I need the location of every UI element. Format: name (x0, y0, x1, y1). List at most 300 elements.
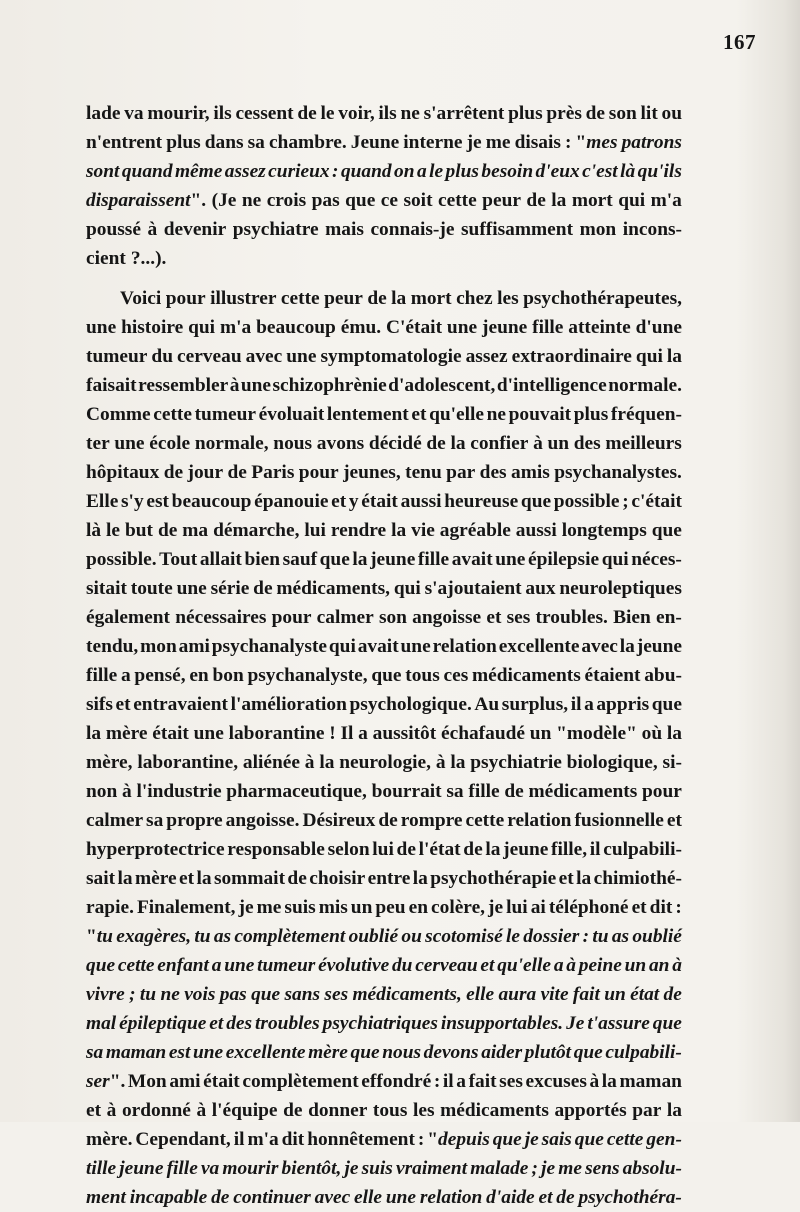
word: excellente (498, 636, 580, 657)
word: Au (474, 694, 500, 715)
word: que (651, 694, 682, 715)
word: peine (578, 955, 622, 976)
word: hôpitaux (86, 462, 160, 483)
word: a (584, 694, 594, 715)
word: lui (506, 897, 528, 918)
word: m'a (247, 1129, 279, 1150)
word: apportés (554, 1100, 627, 1121)
word: et (86, 1100, 102, 1121)
word: les (497, 288, 519, 309)
word: calmer (316, 607, 374, 628)
word: : (417, 1129, 425, 1150)
word: que (345, 190, 376, 211)
word: suis (361, 1158, 393, 1179)
word: "mes (575, 132, 618, 153)
word: selon (327, 839, 370, 860)
word: Tout (159, 549, 198, 570)
word: une (114, 433, 145, 454)
word: de (297, 103, 317, 124)
text-line (86, 748, 682, 777)
word: rapie. (86, 897, 134, 918)
word: enfant (157, 955, 209, 976)
word: et (480, 955, 495, 976)
word: le (320, 103, 335, 124)
word: voir, (338, 103, 375, 124)
word: en (408, 897, 428, 918)
word: mère, (86, 752, 133, 773)
word: une (86, 317, 117, 338)
word: à (229, 375, 240, 396)
word: plus (445, 161, 479, 182)
word: suffisamment (461, 219, 574, 240)
word: mort (571, 190, 613, 211)
word: : (582, 926, 590, 947)
word: la (601, 1071, 617, 1092)
word: s'ajoutaient (424, 578, 522, 599)
word: jeune (482, 317, 528, 338)
word: a (416, 161, 427, 182)
word: Elle (86, 491, 119, 512)
word: cette (437, 190, 477, 211)
word: que (574, 1129, 604, 1150)
word: un (350, 897, 373, 918)
word: a (456, 1071, 466, 1092)
word: ai (530, 897, 546, 918)
word: était (361, 491, 398, 512)
word: as (611, 926, 630, 947)
word: que (350, 1042, 380, 1063)
word: propre (166, 810, 223, 831)
word: effondré (361, 1071, 432, 1092)
word: (Je (211, 190, 237, 211)
word: vite (540, 984, 569, 1005)
word: ou (661, 103, 682, 124)
word: laborantine (228, 723, 325, 744)
word: disais (514, 132, 561, 153)
word: aliénée (242, 752, 300, 773)
word: relation (507, 810, 572, 831)
word: de (526, 190, 546, 211)
word: aider (481, 1042, 523, 1063)
word: psychanalyste, (247, 665, 368, 686)
word: sa (247, 132, 265, 153)
word: mère (308, 1042, 348, 1063)
word: où (641, 723, 663, 744)
word: cient (86, 248, 126, 269)
word: an (648, 955, 670, 976)
page-number: 167 (723, 30, 756, 54)
word: si- (662, 752, 682, 773)
word: atteinte (568, 317, 631, 338)
word: je (466, 132, 482, 153)
word: chambre. (268, 132, 347, 153)
text-line (86, 400, 682, 429)
word: abu- (644, 665, 682, 686)
word: lit (640, 103, 658, 124)
word: mort (410, 288, 452, 309)
word: de (504, 781, 524, 802)
word: une (192, 1042, 224, 1063)
word: ressembler (138, 375, 229, 396)
word: fait (468, 1071, 497, 1092)
word: la (551, 190, 567, 211)
word: pensé, (134, 665, 186, 686)
word: sait (86, 868, 116, 889)
word: qui (188, 317, 216, 338)
word: connais-je (370, 219, 455, 240)
word: : (433, 1071, 441, 1092)
word: médicaments, (352, 984, 462, 1005)
word: soit (403, 190, 433, 211)
word: Jeune (350, 132, 400, 153)
word: me (256, 897, 282, 918)
word: à (672, 955, 682, 976)
word: également (86, 607, 170, 628)
word: laborantine, (137, 752, 239, 773)
word: histoire (121, 317, 184, 338)
word: oublié (632, 926, 682, 947)
word: patrons (621, 132, 682, 153)
word: ter (86, 433, 110, 454)
word: a (120, 665, 131, 686)
text-line (86, 1125, 682, 1154)
word: tu (592, 926, 609, 947)
word: évolutive (318, 955, 390, 976)
word: pas (219, 984, 247, 1005)
word: un (604, 984, 626, 1005)
word: il (570, 694, 582, 715)
word: confier (470, 433, 529, 454)
word: ?...). (130, 248, 167, 269)
word: école (149, 433, 191, 454)
word: exagères, (116, 926, 192, 947)
word: dans (204, 132, 244, 153)
text-line (86, 661, 682, 690)
word: chimiothé- (593, 868, 682, 889)
word: là (620, 161, 636, 182)
word: ou (401, 926, 422, 947)
word: des (226, 1013, 253, 1034)
word: m'a (650, 190, 682, 211)
word: ce (380, 190, 398, 211)
word: tu (194, 926, 211, 947)
word: mère (105, 723, 148, 744)
word: but (124, 520, 153, 541)
word: dit (281, 1129, 305, 1150)
word: la (576, 868, 592, 889)
text-line (86, 719, 682, 748)
word: la (391, 288, 407, 309)
word: néces- (631, 549, 682, 570)
word: biologique, (566, 752, 658, 773)
word: je (541, 1158, 556, 1179)
word: je (238, 897, 254, 918)
word: insupportables. (440, 1013, 564, 1034)
word: mère. (86, 1129, 133, 1150)
word: tous (405, 665, 440, 686)
word: neurologie, (339, 752, 431, 773)
word: tille (86, 1158, 117, 1179)
word: t'assure (587, 1013, 650, 1034)
word: sa (146, 810, 164, 831)
word: incons- (622, 219, 682, 240)
word: même (174, 161, 223, 182)
word: crois (266, 190, 307, 211)
word: de (463, 839, 483, 860)
word: nous (273, 433, 313, 454)
word: sommait (213, 868, 286, 889)
word: tumeur (86, 346, 148, 367)
word: fille (532, 317, 564, 338)
text-line (86, 429, 682, 458)
word: nécessaires (175, 607, 267, 628)
word: va (124, 103, 144, 124)
word: s'y (121, 491, 144, 512)
word: aussi (400, 491, 442, 512)
word: ses (324, 984, 349, 1005)
word: série (210, 578, 250, 599)
word: angoisse (412, 607, 482, 628)
word: a (358, 723, 368, 744)
word: à (304, 752, 315, 773)
word: la (196, 868, 212, 889)
word: plutôt (524, 1042, 572, 1063)
word: évoluait (258, 404, 325, 425)
word: une (240, 375, 272, 396)
word: responsable (227, 839, 325, 860)
word: ne (400, 103, 420, 124)
word: rompre (400, 810, 463, 831)
text-line (86, 1183, 682, 1212)
word: ils (213, 103, 232, 124)
body-text (86, 99, 682, 1212)
word: fréquen- (610, 404, 682, 425)
word: Comme (86, 404, 151, 425)
word: en- (656, 607, 682, 628)
word: épilepsie (528, 549, 600, 570)
word: échafaudé (440, 723, 526, 744)
word: psychologique. (349, 694, 472, 715)
word: lade (86, 103, 121, 124)
word: lui (372, 839, 394, 860)
word: disparaissent". (86, 190, 207, 211)
word: de (556, 1187, 575, 1208)
word: psychiatrie (470, 752, 562, 773)
word: était (203, 1071, 240, 1092)
word: fusionnelle (574, 810, 664, 831)
word: fait (572, 984, 600, 1005)
word: Il (340, 723, 354, 744)
word: malade (470, 1158, 529, 1179)
word: jeune (636, 636, 682, 657)
word: cette (117, 955, 155, 976)
text-line (86, 99, 682, 128)
word: continuer (233, 1187, 311, 1208)
word: épanouie (254, 491, 329, 512)
word: il (589, 839, 601, 860)
word: va (200, 1158, 220, 1179)
word: est (168, 1042, 191, 1063)
word: cette (153, 404, 192, 425)
word: psychiatriques (322, 1013, 438, 1034)
word: elle (354, 1187, 382, 1208)
word: beaucoup (171, 491, 252, 512)
word: médicaments (528, 781, 638, 802)
word: agréable (439, 520, 511, 541)
word: devenir (163, 219, 227, 240)
text-line (86, 632, 682, 661)
word: peu (375, 897, 406, 918)
word: normale. (608, 375, 682, 396)
word: était (152, 723, 189, 744)
word: heureuse (444, 491, 519, 512)
text-line (86, 284, 682, 313)
word: tu (139, 984, 157, 1005)
word: non (86, 781, 118, 802)
word: avec (245, 346, 283, 367)
word: l'amélioration (230, 694, 347, 715)
word: culpabili- (603, 839, 682, 860)
word: symptomatologie (320, 346, 462, 367)
word: à (589, 1071, 600, 1092)
word: fille (468, 781, 500, 802)
word: interne (403, 132, 463, 153)
word: maman (619, 1071, 682, 1092)
word: un (624, 955, 647, 976)
word: lui (304, 520, 326, 541)
word: possible. (86, 549, 157, 570)
word: décidé (368, 433, 422, 454)
word: un (547, 433, 570, 454)
word: de (585, 103, 606, 124)
text-line (86, 864, 682, 893)
word: relation (432, 636, 497, 657)
word: l'industrie (136, 781, 222, 802)
word: meilleurs (605, 433, 682, 454)
word: à (196, 1100, 207, 1121)
word: bientôt, (281, 1158, 342, 1179)
word: devons (423, 1042, 479, 1063)
word: et (115, 694, 131, 715)
word: une (495, 549, 526, 570)
word: épileptique (119, 1013, 207, 1034)
word: est (146, 491, 169, 512)
word: Voici (120, 288, 162, 309)
word: que (251, 984, 281, 1005)
word: et (411, 404, 427, 425)
word: vois (184, 984, 216, 1005)
word: psychanalystes. (554, 462, 682, 483)
word: relation (419, 1187, 483, 1208)
word: possible (553, 491, 620, 512)
word: illustrer (210, 288, 277, 309)
text-line (86, 1096, 682, 1125)
text-line (86, 1067, 682, 1096)
word: incapable (129, 1187, 208, 1208)
word: Finalement, (136, 897, 236, 918)
word: tenu (405, 462, 442, 483)
word: ami (178, 636, 210, 657)
word: mère (134, 868, 177, 889)
word: ses (499, 1071, 523, 1092)
word: que (371, 665, 402, 686)
text-line (86, 922, 682, 951)
word: sitait (86, 578, 127, 599)
word: extraordinaire (511, 346, 632, 367)
word: son (608, 103, 637, 124)
word: de (367, 288, 387, 309)
word: schizophrènie (272, 375, 387, 396)
word: par (446, 462, 476, 483)
word: la (391, 520, 407, 541)
word: aura (498, 984, 537, 1005)
word: allait (199, 549, 242, 570)
word: toute (130, 578, 173, 599)
word: cerveau (177, 346, 242, 367)
word: la (117, 868, 133, 889)
word: là (86, 520, 102, 541)
word: complètement (234, 926, 346, 947)
word: mourir (222, 1158, 279, 1179)
word: neuroleptiques (559, 578, 682, 599)
word: une (286, 346, 317, 367)
word: elle (466, 984, 495, 1005)
word: ser". (86, 1071, 126, 1092)
word: cessent (235, 103, 294, 124)
word: qu'elle (429, 404, 485, 425)
word: vivre (86, 984, 125, 1005)
word: C'était (386, 317, 443, 338)
word: nous (382, 1042, 422, 1063)
word: d'aide (486, 1187, 535, 1208)
word: et (486, 607, 502, 628)
word: surplus, (501, 694, 569, 715)
word: ces (443, 665, 469, 686)
word: par (632, 1100, 662, 1121)
word: ; (129, 984, 136, 1005)
word: qu'elle (497, 955, 552, 976)
word: pour (642, 781, 682, 802)
word: une (385, 1187, 417, 1208)
word: d'adolescent, (388, 375, 496, 396)
word: et (666, 810, 682, 831)
word: ! (329, 723, 336, 744)
text-line (86, 951, 682, 980)
word: bourrait (371, 781, 442, 802)
word: pour (298, 462, 339, 483)
word: cerveau (415, 955, 478, 976)
word: rendre (330, 520, 387, 541)
text-line (86, 545, 682, 574)
word: ils (378, 103, 397, 124)
text-line (86, 835, 682, 864)
text-line (86, 516, 682, 545)
text-line (86, 1154, 682, 1183)
word: ses (506, 607, 531, 628)
text-line (86, 186, 682, 215)
word: faisait (86, 375, 137, 396)
text-line (86, 1009, 682, 1038)
word: sais (541, 1129, 572, 1150)
word: : (332, 161, 339, 182)
text-line (86, 157, 682, 186)
word: bien (244, 549, 280, 570)
text-line (86, 777, 682, 806)
word: dit (649, 897, 673, 918)
word: plus (166, 132, 201, 153)
word: entravaient (133, 694, 228, 715)
word: que (319, 549, 350, 570)
